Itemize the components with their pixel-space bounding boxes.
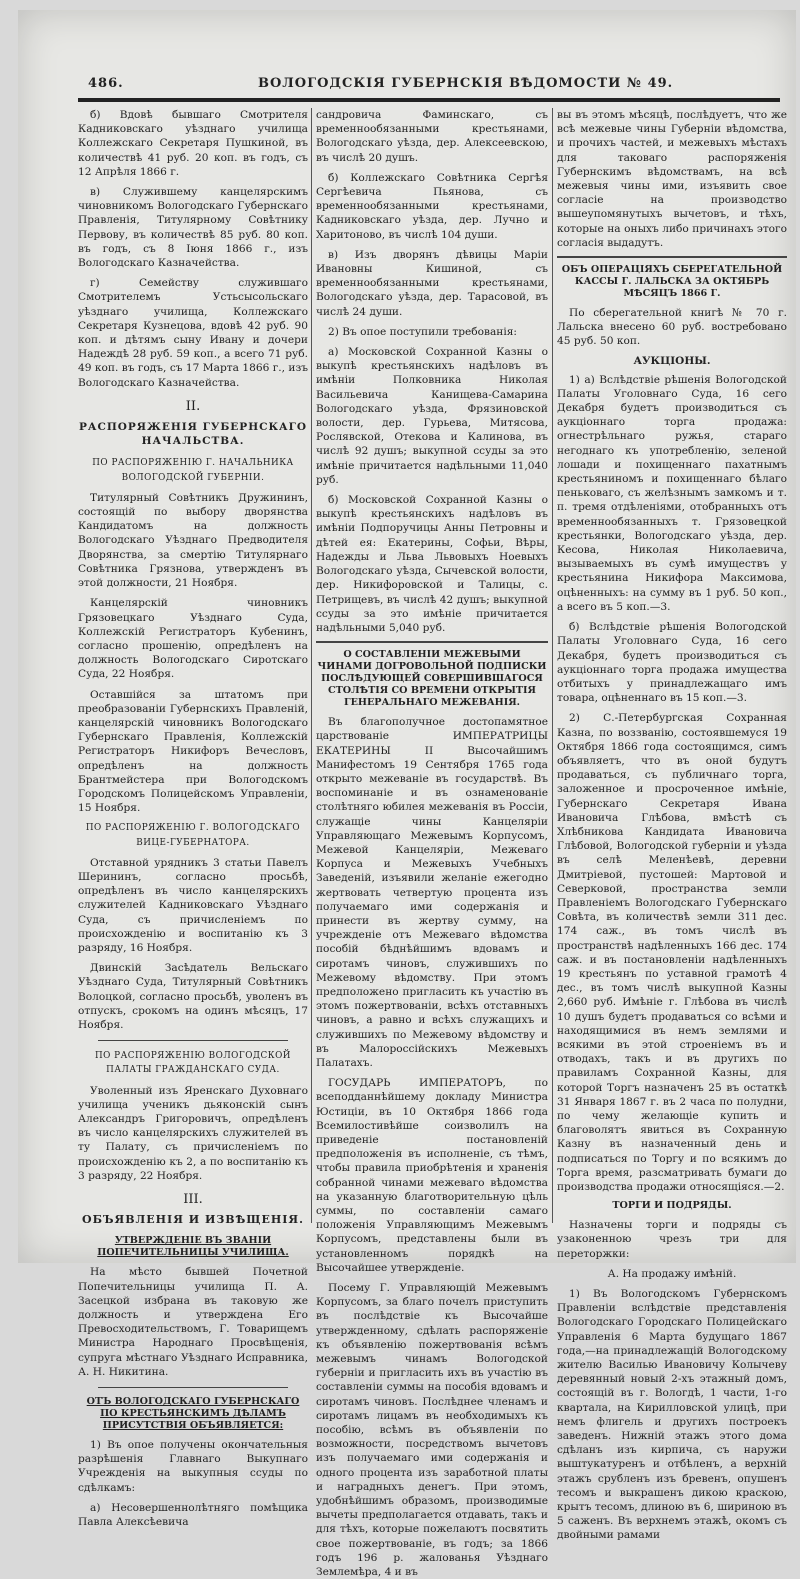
subsection-heading: ПО РАСПОРЯЖЕНІЮ Г. ВОЛОГОДСКАГО ВИЦЕ-ГУБЕРНАТОРА. <box>85 823 301 848</box>
section-number: III. <box>183 1192 203 1208</box>
divider <box>98 1040 288 1041</box>
paragraph: Назначены торги и подряды съ узаконенною чрезъ три для переторжки: <box>557 1219 787 1260</box>
paragraph: сандровича Фаминскаго, съ временнообязанными крестьянами, Вологодскаго уѣзда, дер. Алексеевскою, въ числѣ 20 душъ. <box>316 109 548 164</box>
paragraph: Уволенный изъ Яренскаго Духовнаго училища ученикъ дьяконскій сынъ Александръ Григоровичъ, опредѣленъ въ число канцелярскихъ служителей въ ту Палату, съ причисленіемъ по происхожденію къ 2, а по воспитанію къ 3 разряду, 22 Ноября. <box>78 1084 308 1182</box>
paragraph: Титулярный Совѣтникъ Дружининъ, состоящій по выбору дворянства Кандидатомъ на должность Вологодскаго Уѣзднаго Предводителя Дворянства, за смертію Титулярнаго Совѣтника Грязнова, утвержденъ въ этой должности, 21 Ноября. <box>78 491 308 590</box>
paragraph: На мѣсто бывшей Почетной Попечительницы училища П. А. Засецкой избрана въ таковую же должность и утверждена Его Превосходительствомъ, Г. Товарищемъ Министра Народнаго Просвѣщенія, супруга мѣстнаго Уѣзднаго Исправника, А. Н. Никитина. <box>78 1266 308 1378</box>
subsection-heading: ПО РАСПОРЯЖЕНІЮ ВОЛОГОДСКОЙ ПАЛАТЫ ГРАЖДАНСКАГО СУДА. <box>95 1051 291 1076</box>
subsection-heading: ПО РАСПОРЯЖЕНІЮ Г. НАЧАЛЬНИКА ВОЛОГОДСКОЙ ГУБЕРНІИ. <box>92 458 294 483</box>
paragraph: Оставшійся за штатомъ при преобразованіи Губернскихъ Правленій, канцелярскій чиновникъ Вологодскаго Губернскаго Правленія, Коллежскій Регистраторъ Никифоръ Вечесловъ, опредѣленъ на должность Брантмейстера при Вологодскомъ Городскомъ Полицейскомъ Управленіи, 15 Ноября. <box>78 688 308 815</box>
paragraph: б) Вслѣдствіе рѣшенія Вологодской Палаты Уголовнаго Суда, 16 сего Декабря, будетъ производиться съ аукціоннаго торга продажа имущества отбитыхъ у принадлежащаго имъ товара, оцѣненнаго въ 15 коп.—3. <box>557 621 787 705</box>
header-rule <box>78 98 780 102</box>
subsection-heading: А. На продажу имѣній. <box>607 1267 737 1280</box>
paragraph: б) Вдовѣ бывшаго Смотрителя Кадниковскаго уѣзднаго училища Коллежскаго Секретаря Пушкиной, въ количествѣ 41 руб. 20 коп. въ годъ, съ 12 Апрѣля 1866 г. <box>78 109 308 178</box>
paragraph: 1) Въ опое получены окончательныя разрѣшенія Главнаго Выкупнаго Учрежденія на выкупныя ссуды по сдѣлкамъ: <box>78 1439 308 1494</box>
divider <box>316 641 548 643</box>
section-number: II. <box>185 398 201 414</box>
divider <box>557 256 787 258</box>
column-2 <box>316 108 548 1579</box>
paragraph: Посему Г. Управляющій Межевымъ Корпусомъ, за благо почелъ приступить въ послѣдствіе къ Высочайше утвержденному, сдѣлать распоряженіе къ объявленію пожертвованія всѣмъ межевымъ чинамъ Вологодской губерніи и пригласить ихъ въ участію въ составленіи суммы на пособія вдовамъ и сиротамъ чиновъ. Послѣднее членамъ и сиротамъ лицамъ въ необходимыхъ къ пособію, всѣмъ въ объявленіи по возможности, посредствомъ вычетовъ изъ получаемаго ими содержанія и одного процента изъ заработной платы и наградныхъ денегъ. При этомъ, удобнѣйшимъ образомъ, производимые вычеты предполагается отдавать, такъ и для тѣхъ, которые пожелаютъ посвятить свое пожертвованіе, въ годъ; за 1866 годъ 196 р. жалованья Уѣзднаго Землемѣра, 4 и въ <box>316 1282 548 1579</box>
paragraph: По сберегательной книгѣ № 70 г. Лальска внесено 60 руб. востребовано 45 руб. 50 коп. <box>557 307 787 348</box>
newspaper-title: ВОЛОГОДСКІЯ ГУБЕРНСКІЯ ВѢДОМОСТИ № 49. <box>258 75 674 91</box>
paragraph: Канцелярскій чиновникъ Грязовецкаго Уѣзднаго Суда, Коллежскій Регистраторъ Кубенинъ, согласно прошенію, опредѣленъ на должность Вологодскаго Сиротскаго Суда, 22 Ноября. <box>78 597 308 681</box>
paragraph: а) Московской Сохранной Казны о выкупѣ крестьянскихъ надѣловъ въ имѣніи Полковника Николая Васильевича Канищева-Самарина Вологодскаго уѣзда, Фрязиновской волости, дер. Гурьева, Митясова, Рослявской, Отекова и Калинова, въ числѣ 92 душъ; выкупной ссуды за это имѣніе причитается надѣльными 11,040 руб. <box>316 346 548 486</box>
column-1 <box>78 108 308 1529</box>
paragraph: а) Несовершеннолѣтняго помѣщика Павла Алексѣевича <box>78 1501 308 1529</box>
section-heading: ОБЪЯВЛЕНІЯ И ИЗВѢЩЕНІЯ. <box>82 1213 304 1227</box>
section-heading: ТОРГИ И ПОДРЯДЫ. <box>612 1200 732 1212</box>
paragraph: ГОСУДАРЬ ИМПЕРАТОРЪ, по всеподданнѣйшему докладу Министра Юстиціи, въ 10 Октября 1866 года Всемилостивѣйше соизволилъ на приведеніе постановленій предположенія въ исполненіе, съ тѣмъ, чтобы правила приобрѣтенія и храненія собранной чинами межеваго вѣдомства на указанную благотворительную цѣль суммы, по составленіи самаго положенія Управляющимъ Межевымъ Корпусомъ, представлены были въ установленномъ порядкѣ на Высочайшее утвержденіе. <box>316 1077 548 1274</box>
section-heading: ОБЪ ОПЕРАЦІЯХЪ СБЕРЕГАТЕЛЬНОЙ КАССЫ Г. ЛАЛЬСКА ЗА ОКТЯБРЬ МѢСЯЦЪ 1866 Г. <box>561 264 783 300</box>
paragraph: б) Коллежскаго Совѣтника Сергѣя Сергѣевича Пьянова, съ временнообязанными крестьянами, Кадниковскаго уѣзда, дер. Лучно и Харитоново, въ числѣ 104 души. <box>316 171 548 241</box>
subsection-heading: УТВЕРЖДЕНІЕ ВЪ ЗВАНІИ ПОПЕЧИТЕЛЬНИЦЫ УЧИЛИЩА. <box>97 1235 289 1259</box>
column-3 <box>557 108 787 1542</box>
column-divider <box>311 108 312 1223</box>
column-divider <box>552 108 553 1223</box>
paragraph: в) Изъ дворянъ дѣвицы Маріи Ивановны Кишиной, съ временнообязанными крестьянами, Вологодскаго уѣзда, дер. Тарасовой, въ числѣ 24 души. <box>316 248 548 318</box>
paragraph: 2) Въ опое поступили требованія: <box>328 325 517 338</box>
divider <box>98 1387 288 1388</box>
paragraph: 1) Въ Вологодскомъ Губернскомъ Правленіи вслѣдствіе представленія Вологодскаго Городскаго Полицейскаго Управленія 6 Марта будущаго 1867 года,—на принадлежащій Вологодскому жителю Василью Ивановичу Колычеву деревянный новый 2-хъ этажный домъ, состоящій въ г. Вологдѣ, 1 части, 1-го квартала, на Кирилловской улицѣ, при немъ флигель и другихъ построекъ заведенъ. Нижній этажъ этого дома сдѣланъ изъ кирпича, съ наружи выштукатуренъ и отбѣленъ, а верхній этажъ срубленъ изъ бревенъ, опушенъ тесомъ и выкрашенъ дикою краскою, крытъ тесомъ, длиною въ 6, шириною въ 5 саженъ. Въ верхнемъ этажѣ, окомъ съ двойными рамами <box>557 1288 787 1542</box>
page-header <box>88 72 782 94</box>
paragraph: б) Московской Сохранной Казны о выкупѣ крестьянскихъ надѣловъ въ имѣніи Подпоручицы Анны Петровны и дѣтей ея: Екатерины, Софьи, Вѣры, Надежды и Льва Львовыхъ Ноевыхъ Вологодскаго уѣзда, Сычевской волости, дер. Никифоровской и Талицы, с. Петрищевъ, въ числѣ 42 душъ; выкупной ссуды за это имѣніе причитается надѣльными 5,040 руб. <box>316 494 548 634</box>
paragraph: г) Семейству служившаго Смотрителемъ Устьсысольскаго уѣзднаго училища, Коллежскаго Секретаря Кузнецова, вдовѣ 42 руб. 90 коп. и дѣтямъ сыну Ивану и дочери Надеждѣ 28 руб. 59 коп., а всего 71 руб. 49 коп. въ годъ, съ 17 Марта 1866 г., изъ Вологодскаго Казначейства. <box>78 277 308 389</box>
section-heading: АУКЦІОНЫ. <box>633 354 711 367</box>
paragraph: 1) а) Вслѣдствіе рѣшенія Вологодской Палаты Уголовнаго Суда, 16 сего Декабря будетъ производиться съ аукціоннаго торга продажа: огнестрѣльнаго ружья, стараго негоднаго къ употребленію, зеленой лошади и похищеннаго пахатнымъ крестьяниномъ и похищеннаго бѣлаго пеньковаго, съ желѣзнымъ замкомъ и т. п. тремя отдѣленіями, отобранныхъ отъ временнообязанныхъ т. Грязовецкой крестьянки, Вологодскаго уѣзда, дер. Кесова, Николая Николаевича, вызываемыхъ въ сумѣ имуществъ у крестьянина Никифора Максимова, оцѣненныхъ: на сумму въ 1 руб. 50 коп., а всего въ 5 коп.—3. <box>557 373 787 613</box>
section-heading: РАСПОРЯЖЕНІЯ ГУБЕРНСКАГО НАЧАЛЬСТВА. <box>79 421 307 448</box>
paragraph: Отставной урядникъ 3 статьи Павелъ Шерининъ, согласно просьбѣ, опредѣленъ въ число канцелярскихъ служителей Кадниковскаго Уѣзднаго Суда, съ причисленіемъ по происхожденію и воспитанію къ 3 разряду, 16 Ноября. <box>78 856 308 954</box>
section-heading: О СОСТАВЛЕНІИ МЕЖЕВЫМИ ЧИНАМИ ДОГРОВОЛЬНОЙ ПОДПИСКИ ПОСЛѢДУЮЩЕЙ СОВЕРШИВШАГОСЯ СТОЛѢТІЯ СО ВРЕМЕНИ ОТКРЫТІЯ ГЕНЕРАЛЬНАГО МЕЖЕВАНІЯ. <box>317 649 547 709</box>
paragraph: 2) С.-Петербургская Сохранная Казна, по воззванію, состоявшемуся 19 Октября 1866 года состоящимся, симъ объявляетъ, что въ оной будутъ продаваться, съ публичнаго торга, заложенное и просроченное имѣніе, Губернскаго Секретаря Ивана Ивановича Глѣбова, вмѣстѣ съ Хлѣбникова Кандидата Ивановича Глѣбовой, Вологодской губерніи и уѣзда въ селѣ Меленѣевѣ, деревни Дмитріевой, пустошей: Мартовой и Северковой, пространства земли Правленіемъ Вологодскаго Губернскаго Совѣта, въ количествѣ земли 311 дес. 174 саж., въ томъ числѣ въ пространствѣ надѣленныхъ 166 дес. 174 саж. и въ постановленіи надѣленныхъ 19 крестьянъ по уставной грамотѣ 4 дес., въ томъ числѣ выкупной Казны 2,660 руб. Имѣніе г. Глѣбова въ числѣ 10 душъ будетъ продаваться со всѣми и находящимися въ немъ землями и всякими въ этой строеніемъ въ и отводахъ, такъ и въ другихъ по правиламъ Сохранной Казны, для которой Торгъ назначенъ 25 въ остаткѣ 31 Января 1867 г. въ 2 часа по полудни, по чему желающіе купить и благоволятъ явиться въ Сохранную Казну въ назначенный день и подписаться по Торгу и по всякимъ до Торга время, разсматривать бумаги до производства продажи относящіяся.—2. <box>557 712 787 1194</box>
page-number: 486. <box>88 75 124 91</box>
paragraph: вы въ этомъ мѣсяцѣ, послѣдуетъ, что же всѣ межевые чины Губерніи вѣдомства, и прочихъ частей, и межевыхъ мѣстахъ для таковаго распоряженія Губернскимъ вѣдомствамъ, на всѣ межевыя чины ими, изъявить свое согласіе на производство вышеупомянутыхъ вычетовъ, и тѣхъ, которые на оныхъ либо причинахъ этого согласія выдадутъ. <box>557 109 787 249</box>
paragraph: Въ благополучное достопамятное царствованіе ИМПЕРАТРИЦЫ ЕКАТЕРИНЫ II Высочайшимъ Манифестомъ 19 Сентября 1765 года открыто межеваніе въ государствѣ. Въ воспоминаніе и въ ознаменованіе столѣтняго юбилея межеванія въ Россіи, служащіе чины Канцеляріи Управляющаго Межевымъ Корпусомъ, Межевой Канцеляріи, Межеваго Корпуса и Межевыхъ Учебныхъ Заведеній, изъявили желаніе ежегодно жертвовать четвертую процента изъ получаемаго ими содержанія и принести въ жертву сумму, на учрежденіе отъ Межеваго вѣдомства пособій бѣднѣйшимъ вдовамъ и сиротамъ чиновъ, служившихъ по Межевому вѣдомству. При этомъ предположено пригласить къ участію въ этомъ пожертвованіи, всѣхъ отставныхъ чиновъ, а равно и всѣхъ служащихъ и служившихъ по Межевому вѣдомству и въ Малороссійскихъ Межевыхъ Палатахъ. <box>316 716 548 1069</box>
paragraph: в) Служившему канцелярскимъ чиновникомъ Вологодскаго Губернскаго Правленія, Титулярному Совѣтнику Первову, въ количествѣ 85 руб. 80 коп. въ годъ, съ 8 Іюня 1866 г., изъ Вологодскаго Казначейства. <box>78 186 308 270</box>
subsection-heading: ОТЪ ВОЛОГОДСКАГО ГУБЕРНСКАГО ПО КРЕСТЬЯНСКИМЪ ДѢЛАМЪ ПРИСУТСТВІЯ ОБЪЯВЛЯЕТСЯ: <box>86 1396 300 1432</box>
paragraph: Двинскій Засѣдатель Вельскаго Уѣзднаго Суда, Титулярный Совѣтникъ Волоцкой, согласно просьбѣ, уволенъ въ отпускъ, срокомъ на одинъ мѣсяцъ, 17 Ноября. <box>78 962 308 1031</box>
